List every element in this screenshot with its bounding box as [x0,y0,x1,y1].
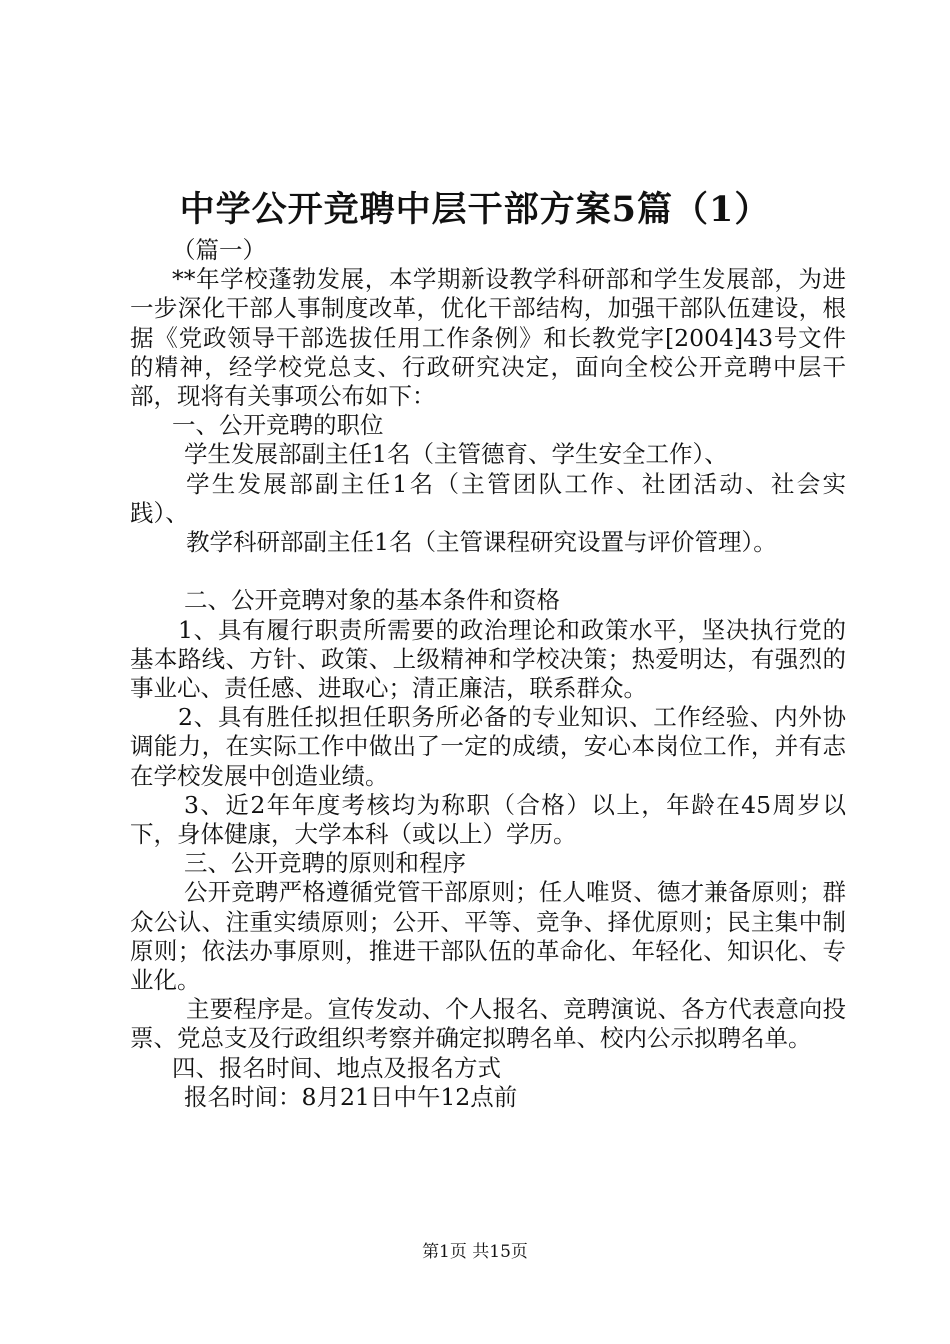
heading-registration: 四、报名时间、地点及报名方式 [172,1053,501,1082]
principles-paragraph: 公开竞聘严格遵循党管干部原则；任人唯贤、德才兼备原则；群众公认、注重实绩原则；公开、平等、竞争、择优原则；民主集中制原则；依法办事原则，推进干部队伍的革命化、年轻化、知识化、专业化。 [130,878,846,995]
procedure-paragraph: 主要程序是。宣传发动、个人报名、竞聘演说、各方代表意向投票、党总支及行政组织考察并确定拟聘名单、校内公示拟聘名单。 [130,995,846,1053]
qualification-item: 1、具有履行职责所需要的政治理论和政策水平，坚决执行党的基本路线、方针、政策、上级精神和学校决策；热爱明达，有强烈的事业心、责任感、进取心；清正廉洁，联系群众。 [130,615,846,703]
heading-principles: 三、公开竞聘的原则和程序 [184,849,466,878]
position-item: 学生发展部副主任1名（主管德育、学生安全工作）、 [184,440,728,469]
blank-line [130,557,846,586]
section-label-part-one: （篇一） [172,236,266,264]
document-body [130,236,846,1112]
heading-positions: 一、公开竞聘的职位 [172,411,384,440]
position-item: 教学科研部副主任1名（主管课程研究设置与评价管理）。 [186,528,777,557]
qualification-item: 3、近2年年度考核均为称职（合格）以上，年龄在45周岁以下，身体健康，大学本科（或以上）学历。 [130,790,846,849]
qualification-item: 2、具有胜任拟担任职务所必备的专业知识、工作经验、内外协调能力，在实际工作中做出了一定的成绩，安心本岗位工作，并有志在学校发展中创造业绩。 [130,703,846,790]
registration-time: 报名时间：8月21日中午12点前 [184,1082,518,1111]
page-number-footer: 第1页 共15页 [422,1242,528,1262]
intro-paragraph: **年学校蓬勃发展，本学期新设教学科研部和学生发展部，为进一步深化干部人事制度改革，优化干部结构，加强干部队伍建设，根据《党政领导干部选拔任用工作条例》和长教党字[2004]43号文件的精神，经学校党总支、行政研究决定，面向全校公开竞聘中层干部，现将有关事项公布如下： [130,265,846,411]
heading-qualifications: 二、公开竞聘对象的基本条件和资格 [184,586,560,615]
position-item: 学生发展部副主任1名（主管团队工作、社团活动、社会实践）、 [130,469,846,527]
document-title: 中学公开竞聘中层干部方案5篇（1） [179,189,771,230]
